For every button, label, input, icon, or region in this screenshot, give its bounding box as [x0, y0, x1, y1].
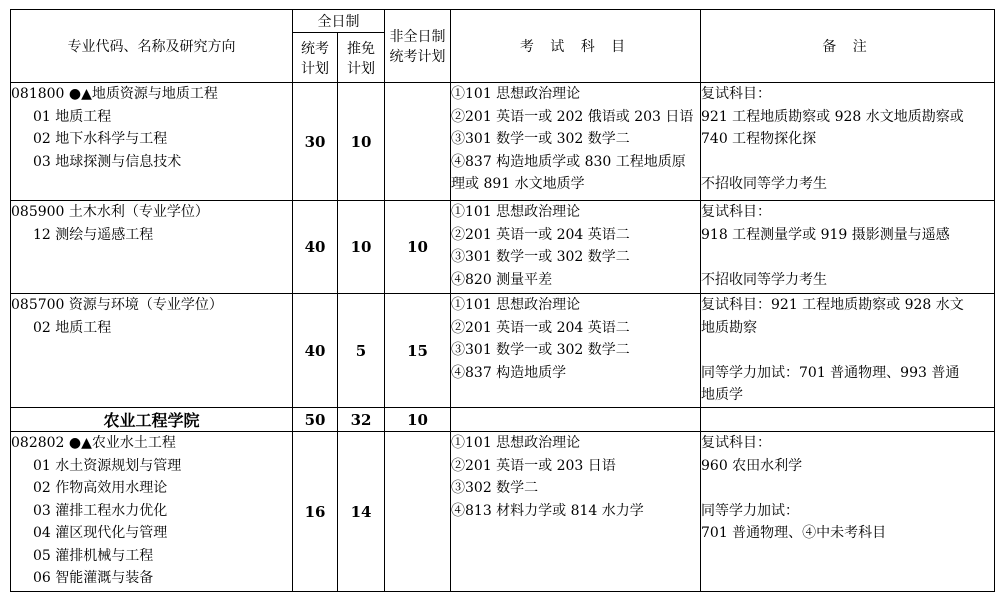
exam-line: ④820 测量平差	[451, 271, 553, 288]
tongkao-cell: 16	[293, 432, 338, 592]
tuimian-cell: 5	[338, 294, 385, 408]
header-tongkao	[293, 33, 338, 83]
major-line: 02 地质工程	[33, 319, 112, 336]
exam-cell	[451, 294, 701, 408]
major-line: 085700 资源与环境（专业学位）	[11, 297, 223, 313]
notes-line	[701, 477, 994, 500]
exam-line: ④837 构造地质学	[451, 364, 567, 381]
exam-line: ①101 思想政治理论	[451, 297, 581, 313]
exam-line: ②201 英语一或 203 日语	[451, 457, 616, 474]
table-row	[11, 83, 995, 201]
header-row-1	[11, 10, 995, 33]
major-line: 06 智能灌溉与装备	[33, 570, 154, 586]
header-fulltime: 全日制	[293, 10, 385, 33]
tuimian-cell: 10	[338, 83, 385, 201]
exam-line: ①101 思想政治理论	[451, 86, 581, 102]
notes-line: 同等学力加试：	[701, 502, 799, 519]
notes-line: 同等学力加试：701 普通物理、993 普通	[701, 364, 960, 381]
notes-line: 不招收同等学力考生	[701, 271, 827, 288]
major-cell	[11, 294, 293, 408]
exam-line: ②201 英语一或 204 英语二	[451, 319, 630, 336]
exam-cell	[451, 201, 701, 294]
major-line: 085900 土木水利（专业学位）	[11, 204, 209, 220]
exam-cell	[451, 432, 701, 592]
major-line: 02 地下水科学与工程	[33, 131, 168, 147]
exam-line: ③301 数学一或 302 数学二	[451, 131, 630, 147]
college-name: 农业工程学院	[11, 408, 293, 432]
major-line: 01 地质工程	[33, 108, 112, 125]
parttime-cell	[385, 432, 451, 592]
notes-cell	[701, 294, 995, 408]
college-notes-empty	[701, 408, 995, 432]
college-parttime: 10	[385, 408, 451, 432]
major-line: 081800 ●▲地质资源与地质工程	[11, 86, 218, 102]
parttime-cell: 15	[385, 294, 451, 408]
major-line: 04 灌区现代化与管理	[33, 525, 168, 541]
table-row	[11, 432, 995, 592]
header-major: 专业代码、名称及研究方向	[11, 10, 293, 83]
notes-line: 921 工程地质勘察或 928 水文地质勘察或	[701, 108, 964, 125]
exam-line: ①101 思想政治理论	[451, 204, 581, 220]
major-line: 082802 ●▲农业水土工程	[11, 435, 176, 451]
tuimian-cell: 10	[338, 201, 385, 294]
notes-line	[701, 339, 994, 362]
parttime-cell	[385, 83, 451, 201]
header-tongkao-line1: 统考	[301, 40, 329, 57]
notes-line: 复试科目：921 工程地质勘察或 928 水文	[701, 297, 964, 313]
notes-line: 不招收同等学力考生	[701, 176, 827, 192]
college-row	[11, 408, 995, 432]
major-line: 05 灌排机械与工程	[33, 547, 154, 564]
exam-line: ③301 数学一或 302 数学二	[451, 249, 630, 265]
exam-line: ②201 英语一或 204 英语二	[451, 226, 630, 243]
table-row	[11, 201, 995, 294]
major-cell	[11, 201, 293, 294]
notes-line: 复试科目：	[701, 435, 771, 451]
notes-line	[701, 246, 994, 269]
notes-cell	[701, 83, 995, 201]
exam-line: ②201 英语一或 202 俄语或 203 日语	[451, 108, 694, 125]
header-parttime-line2: 统考计划	[389, 49, 446, 65]
major-cell	[11, 83, 293, 201]
notes-cell	[701, 201, 995, 294]
header-tongkao-line2: 计划	[301, 60, 329, 77]
exam-line: 理或 891 水文地质学	[451, 176, 585, 192]
college-tuimian: 32	[338, 408, 385, 432]
header-exam: 考 试 科 目	[451, 10, 701, 83]
college-tongkao: 50	[293, 408, 338, 432]
major-cell	[11, 432, 293, 592]
tongkao-cell: 40	[293, 294, 338, 408]
exam-line: ③302 数学二	[451, 480, 539, 496]
notes-line	[701, 151, 994, 174]
notes-line: 918 工程测量学或 919 摄影测量与遥感	[701, 226, 950, 243]
major-line: 03 地球探测与信息技术	[33, 153, 182, 170]
header-notes: 备 注	[701, 10, 995, 83]
table-row	[11, 294, 995, 408]
notes-line: 701 普通物理、④中未考科目	[701, 525, 887, 541]
notes-line: 地质勘察	[701, 319, 757, 336]
notes-line: 960 农田水利学	[701, 457, 803, 474]
tongkao-cell: 40	[293, 201, 338, 294]
notes-line: 复试科目：	[701, 86, 771, 102]
exam-line: ④813 材料力学或 814 水力学	[451, 502, 644, 519]
header-tuimian-line1: 推免	[347, 40, 375, 57]
notes-line: 地质学	[701, 387, 743, 403]
tongkao-cell: 30	[293, 83, 338, 201]
major-line: 03 灌排工程水力优化	[33, 502, 168, 519]
tuimian-cell: 14	[338, 432, 385, 592]
header-parttime-line1: 非全日制	[389, 29, 446, 45]
major-line: 01 水土资源规划与管理	[33, 457, 182, 474]
parttime-cell: 10	[385, 201, 451, 294]
exam-line: ④837 构造地质学或 830 工程地质原	[451, 153, 686, 170]
header-tuimian-line2: 计划	[347, 60, 375, 77]
notes-cell	[701, 432, 995, 592]
exam-line: ①101 思想政治理论	[451, 435, 581, 451]
exam-cell	[451, 83, 701, 201]
enrollment-table	[10, 9, 995, 592]
header-parttime	[385, 10, 451, 83]
notes-line: 复试科目：	[701, 204, 771, 220]
college-exam-empty	[451, 408, 701, 432]
major-line: 12 测绘与遥感工程	[33, 226, 154, 243]
notes-line: 740 工程物探化探	[701, 131, 817, 147]
exam-line: ③301 数学一或 302 数学二	[451, 342, 630, 358]
header-tuimian	[338, 33, 385, 83]
major-line: 02 作物高效用水理论	[33, 480, 168, 496]
